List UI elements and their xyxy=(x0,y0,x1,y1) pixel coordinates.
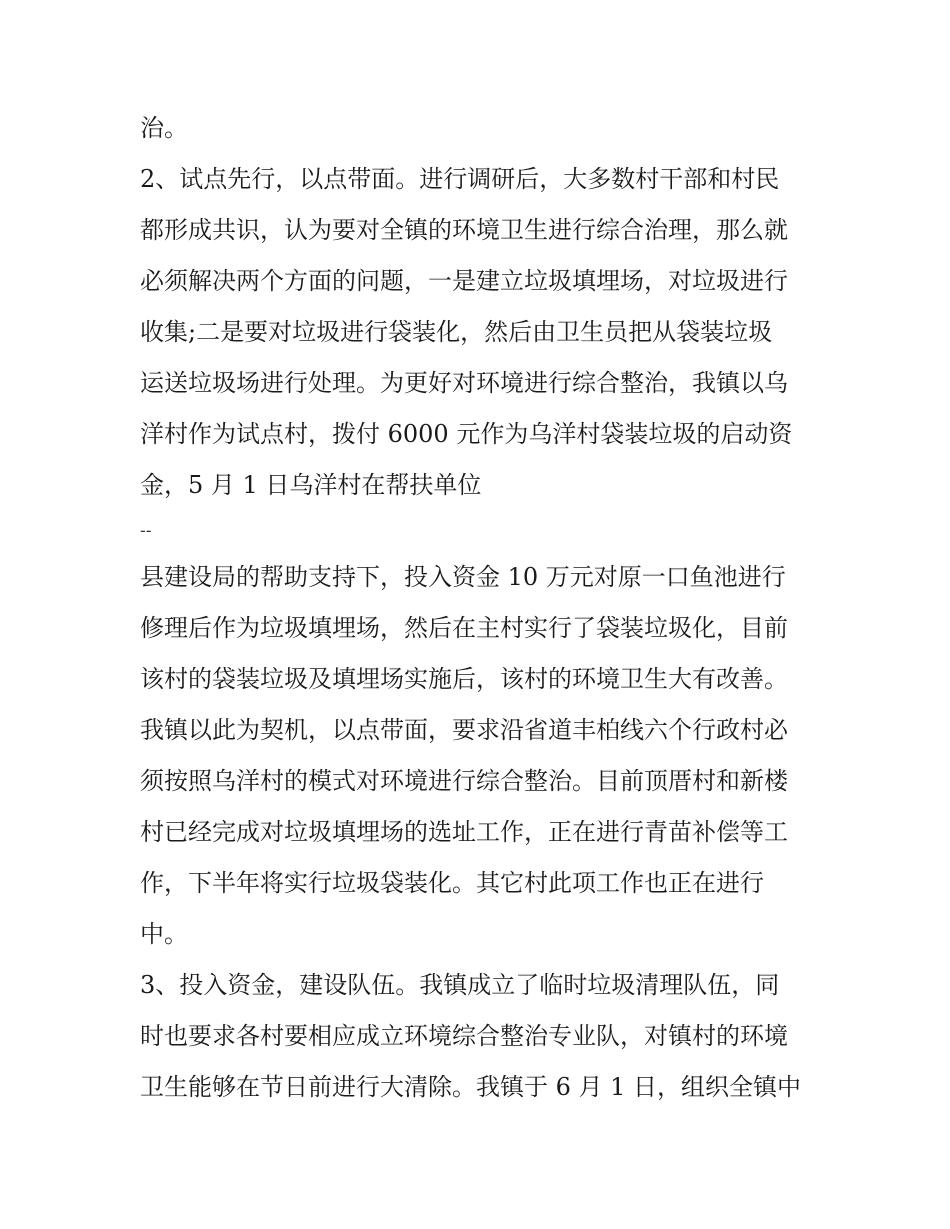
text-line: 时也要求各村要相应成立环境综合整治专业队，对镇村的环境 xyxy=(140,1022,788,1050)
page-separator: -- xyxy=(140,521,152,540)
text-line: 我镇以此为契机，以点带面，要求沿省道丰柏线六个行政村必 xyxy=(140,716,788,744)
text-line: 作，下半年将实行垃圾袋装化。其它村此项工作也正在进行 xyxy=(140,869,764,897)
text-line: 村已经完成对垃圾填埋场的选址工作，正在进行青苗补偿等工 xyxy=(140,818,788,846)
text-line: 运送垃圾场进行处理。为更好对环境进行综合整治，我镇以乌 xyxy=(140,369,788,397)
text-line: 洋村作为试点村，拨付 6000 元作为乌洋村袋装垃圾的启动资 xyxy=(140,420,793,448)
text-line: 收集;二是要对垃圾进行袋装化，然后由卫生员把从袋装垃圾 xyxy=(140,318,773,346)
text-line: 卫生能够在节日前进行大清除。我镇于 6 月 1 日，组织全镇中 xyxy=(140,1073,802,1101)
text-line: 修理后作为垃圾填埋场，然后在主村实行了袋装垃圾化，目前 xyxy=(140,614,788,642)
text-line: 须按照乌洋村的模式对环境进行综合整治。目前顶厝村和新楼 xyxy=(140,767,788,795)
text-line: 该村的袋装垃圾及填埋场实施后，该村的环境卫生大有改善。 xyxy=(140,665,788,693)
text-line: 县建设局的帮助支持下，投入资金 10 万元对原一口鱼池进行 xyxy=(140,563,786,591)
text-line: 2、试点先行，以点带面。进行调研后，大多数村干部和村民 xyxy=(140,165,780,193)
text-line: 金，5 月 1 日乌洋村在帮扶单位 xyxy=(140,471,482,499)
text-line: 3、投入资金，建设队伍。我镇成立了临时垃圾清理队伍，同 xyxy=(140,971,780,999)
text-line: 中。 xyxy=(140,920,188,948)
text-line: 必须解决两个方面的问题，一是建立垃圾填埋场，对垃圾进行 xyxy=(140,267,788,295)
text-line: 都形成共识，认为要对全镇的环境卫生进行综合治理，那么就 xyxy=(140,216,788,244)
text-line: 治。 xyxy=(140,114,188,142)
